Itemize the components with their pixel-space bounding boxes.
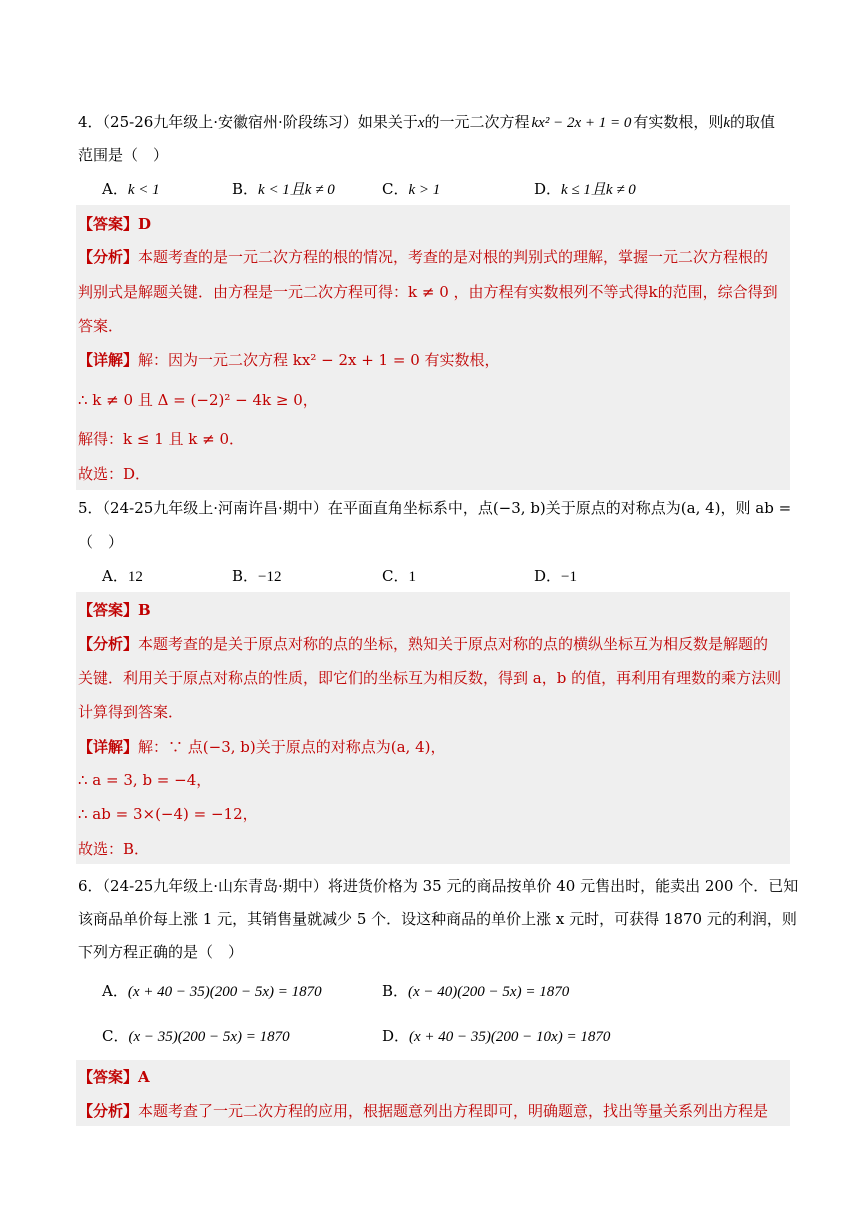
answer-tag: 【答案】	[78, 601, 139, 619]
q5-stem-line1: 5．（24-25九年级上·河南许昌·期中）在平面直角坐标系中，点(−3, b)关于原点的对称点为(a, 4)，则 ab =	[78, 499, 792, 517]
q6-option-c	[102, 1026, 290, 1047]
q6-option-b	[382, 981, 569, 1002]
q4-option-a	[102, 179, 160, 200]
detail-text: 解：∵ 点(−3, b)关于原点的对称点为(a, 4)，	[138, 738, 446, 756]
q4-option-c	[382, 179, 440, 200]
q4-stem-text-4: 的取值	[730, 113, 776, 131]
q4-var-k: k	[723, 115, 731, 131]
analysis-text: 本题考查的是一元二次方程的根的情况，考查的是对根的判别式的理解，掌握一元二次方程根的	[138, 248, 769, 266]
q5-stem-line2: （ ）	[78, 533, 124, 551]
q5-detail-line2: ∴ a = 3, b = −4，	[78, 771, 212, 789]
q5-analysis-line2: 关键．利用关于原点对称点的性质，即它们的坐标互为相反数，得到 a，b 的值，再利用有理数的乘方法则	[78, 669, 782, 687]
option-text: −1	[561, 569, 577, 585]
option-text: 1	[408, 569, 416, 585]
analysis-tag: 【分析】	[78, 635, 139, 653]
q5-detail-line1	[78, 737, 445, 757]
option-label: D．	[534, 567, 562, 585]
option-text: k < 1且k ≠ 0	[258, 182, 335, 198]
q5-analysis-line3: 计算得到答案．	[78, 703, 184, 721]
answer-tag: 【答案】	[78, 1068, 139, 1086]
q4-analysis-line2: 判别式是解题关键．由方程是一元二次方程可得：k ≠ 0 ，由方程有实数根列不等式得k的范围，综合得到	[78, 283, 778, 301]
q4-option-d	[534, 179, 636, 200]
option-label: A．	[102, 180, 128, 198]
q6-stem-line1: 6．（24-25九年级上·山东青岛·期中）将进货价格为 35 元的商品按单价 40 元售出时，能卖出 200 个．已知	[78, 877, 799, 895]
option-label: A．	[102, 567, 128, 585]
q5-option-b	[232, 566, 282, 587]
q4-detail-line3: 解得：k ≤ 1 且 k ≠ 0．	[78, 430, 245, 448]
q5-answer	[78, 600, 151, 620]
option-label: D．	[382, 1027, 410, 1045]
q6-stem-line2: 该商品单价每上涨 1 元，其销售量就减少 5 个．设这种商品的单价上涨 x 元时，可获得 1870 元的利润，则	[78, 910, 797, 928]
option-label: B．	[232, 180, 259, 198]
q4-analysis-line3: 答案．	[78, 317, 124, 335]
q6-option-a	[102, 981, 322, 1002]
answer-value: D	[138, 215, 152, 233]
analysis-text: 本题考查的是关于原点对称的点的坐标，熟知关于原点对称的点的横纵坐标互为相反数是解题的	[138, 635, 769, 653]
q4-answer	[78, 214, 151, 234]
option-text: k ≤ 1且k ≠ 0	[561, 182, 636, 198]
option-text: −12	[258, 569, 282, 585]
detail-tag: 【详解】	[78, 351, 139, 369]
option-text: (x − 35)(200 − 5x) = 1870	[128, 1029, 290, 1045]
q4-stem-text: 4．（25-26九年级上·安徽宿州·阶段练习）如果关于	[78, 113, 418, 131]
q4-stem-text-3: 有实数根，则	[633, 113, 724, 131]
option-text: 12	[127, 569, 143, 585]
detail-text: 解：因为一元二次方程 kx² − 2x + 1 = 0 有实数根，	[138, 351, 500, 369]
q5-option-a	[102, 566, 143, 587]
option-text: (x + 40 − 35)(200 − 10x) = 1870	[409, 1029, 611, 1045]
q5-option-d	[534, 566, 577, 587]
q4-detail-line1	[78, 350, 500, 370]
option-text: (x − 40)(200 − 5x) = 1870	[408, 984, 570, 1000]
option-label: B．	[232, 567, 259, 585]
q4-stem-text-2: 的一元二次方程	[424, 113, 530, 131]
answer-tag: 【答案】	[78, 215, 139, 233]
option-label: B．	[382, 982, 409, 1000]
q6-stem-line3: 下列方程正确的是（ ）	[78, 943, 244, 961]
option-text: (x + 40 − 35)(200 − 5x) = 1870	[127, 984, 322, 1000]
q6-option-d	[382, 1026, 610, 1047]
q4-analysis-line1	[78, 247, 768, 267]
analysis-text: 本题考查了一元二次方程的应用，根据题意列出方程即可，明确题意，找出等量关系列出方程是	[138, 1102, 769, 1120]
answer-value: A	[138, 1068, 150, 1086]
option-label: A．	[102, 982, 128, 1000]
q4-stem-line2: 范围是（ ）	[78, 146, 169, 164]
analysis-tag: 【分析】	[78, 1102, 139, 1120]
q6-analysis-line1	[78, 1101, 768, 1121]
option-label: C．	[382, 180, 409, 198]
q4-stem-line1	[78, 112, 775, 133]
q5-detail-line3: ∴ ab = 3×(−4) = −12，	[78, 805, 258, 823]
q4-equation: kx² − 2x + 1 = 0	[531, 115, 632, 131]
analysis-tag: 【分析】	[78, 248, 139, 266]
q5-detail-line4: 故选：B．	[78, 840, 150, 858]
q4-detail-line2: ∴ k ≠ 0 且 Δ = (−2)² − 4k ≥ 0，	[78, 391, 318, 409]
q4-option-b	[232, 179, 335, 200]
q4-var-x: x	[417, 115, 425, 131]
answer-value: B	[138, 601, 151, 619]
q6-answer	[78, 1067, 150, 1087]
option-label: D．	[534, 180, 562, 198]
option-label: C．	[382, 567, 409, 585]
q4-detail-line4: 故选：D．	[78, 465, 151, 483]
option-text: k > 1	[408, 182, 441, 198]
option-label: C．	[102, 1027, 129, 1045]
q5-analysis-line1	[78, 634, 768, 654]
q5-option-c	[382, 566, 416, 587]
detail-tag: 【详解】	[78, 738, 139, 756]
option-text: k < 1	[127, 182, 160, 198]
